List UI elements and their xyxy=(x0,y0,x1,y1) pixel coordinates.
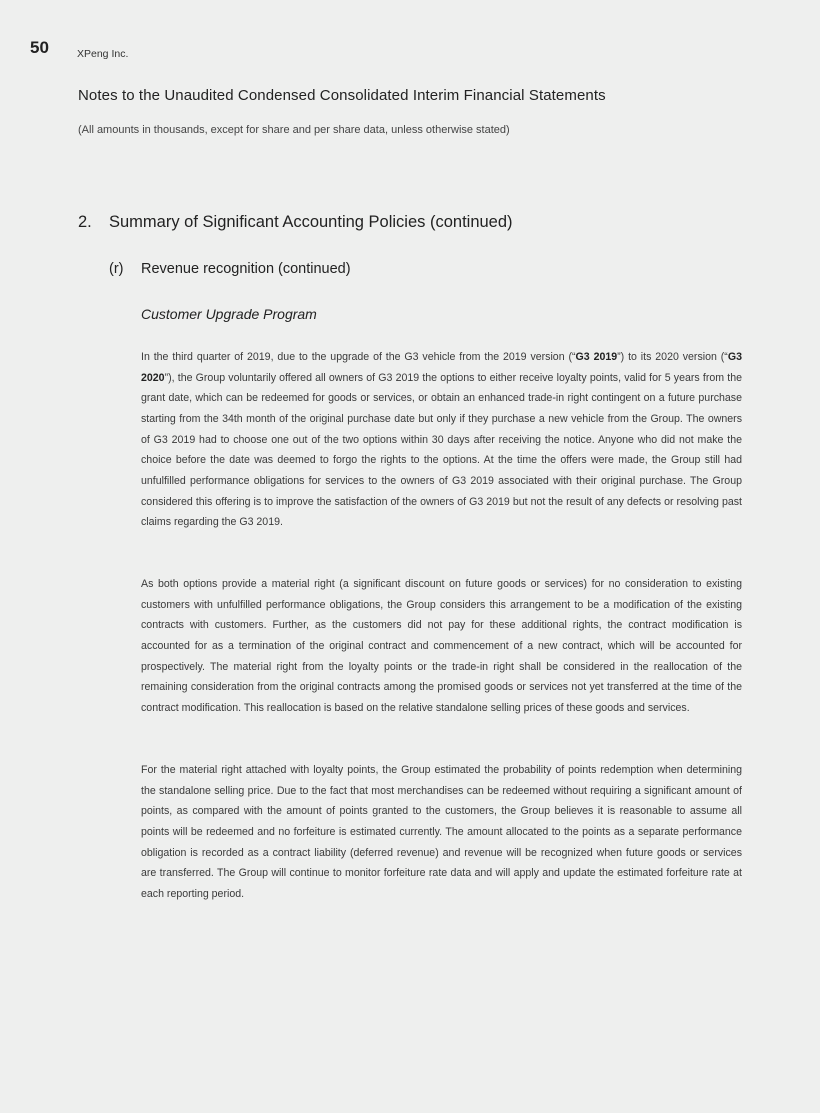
term-g3-2019: G3 2019 xyxy=(575,351,618,363)
section-number: 2. xyxy=(78,213,92,231)
program-heading: Customer Upgrade Program xyxy=(141,306,317,322)
document-subtitle: (All amounts in thousands, except for share and per share data, unless otherwise stated) xyxy=(78,124,510,136)
paragraph-1-text-b: ”) to its 2020 version (“ xyxy=(617,351,728,363)
page-number: 50 xyxy=(30,38,49,57)
paragraph-3: For the material right attached with loyalty points, the Group estimated the probability of points redemption when determining the standalone selling price. Due to the fact that most merchandises can be redeemed without requiring a significant amount of points, as compared with the amount of points granted to the customers, the Group believes it is reasonable to assume all points will be redeemed and no forfeiture is estimated currently. The amount allocated to the points as a separate performance obligation is recorded as a contract liability (deferred revenue) and revenue will be recognized when future goods or services are transferred. The Group will continue to monitor forfeiture rate data and will apply and update the estimated forfeiture rate at each reporting period. xyxy=(141,764,742,900)
paragraph-1 xyxy=(141,347,742,533)
company-name: XPeng Inc. xyxy=(77,48,129,60)
subsection-number: (r) xyxy=(109,261,124,277)
term-g3-2020: G3 2020 xyxy=(141,351,742,384)
section-title: Summary of Significant Accounting Policies (continued) xyxy=(109,213,513,231)
paragraph-2: As both options provide a material right (a significant discount on future goods or services) for no consideration to existing customers with unfulfilled performance obligations, the Group considers this arrangement to be a modification of the existing contracts with customers. Further, as the customers did not pay for these additional rights, the contract modification is accounted for as a termination of the original contract and commencement of a new contract, which will be accounted for prospectively. The material right from the loyalty points or the trade-in right shall be considered in the reallocation of the remaining consideration from the original contracts among the promised goods or services not yet transferred at the time of the contract modification. This reallocation is based on the relative standalone selling prices of these goods and services. xyxy=(141,578,742,714)
subsection-title: Revenue recognition (continued) xyxy=(141,261,351,277)
document-title: Notes to the Unaudited Condensed Consolidated Interim Financial Statements xyxy=(78,87,606,104)
paragraph-1-text-c: ”), the Group voluntarily offered all owners of G3 2019 the options to either receive loyalty points, valid for 5 years from the grant date, which can be redeemed for goods or services, or obtain an enhanced trade-in right contingent on a future purchase starting from the 34th month of the original purchase date but only if they purchase a new vehicle from the Group. The owners of G3 2019 had to choose one out of the two options within 30 days after receiving the notice. Anyone who did not make the choice before the date was deemed to forgo the rights to the options. At the time the offers were made, the Group still had unfulfilled performance obligations for services to the owners of G3 2019 associated with their original purchase. The Group considered this offering is to improve the satisfaction of the owners of G3 2019 but not the result of any defects or resolving past claims regarding the G3 2019. xyxy=(141,371,742,529)
paragraph-1-text-a: In the third quarter of 2019, due to the upgrade of the G3 vehicle from the 2019 version (“ xyxy=(141,351,576,363)
